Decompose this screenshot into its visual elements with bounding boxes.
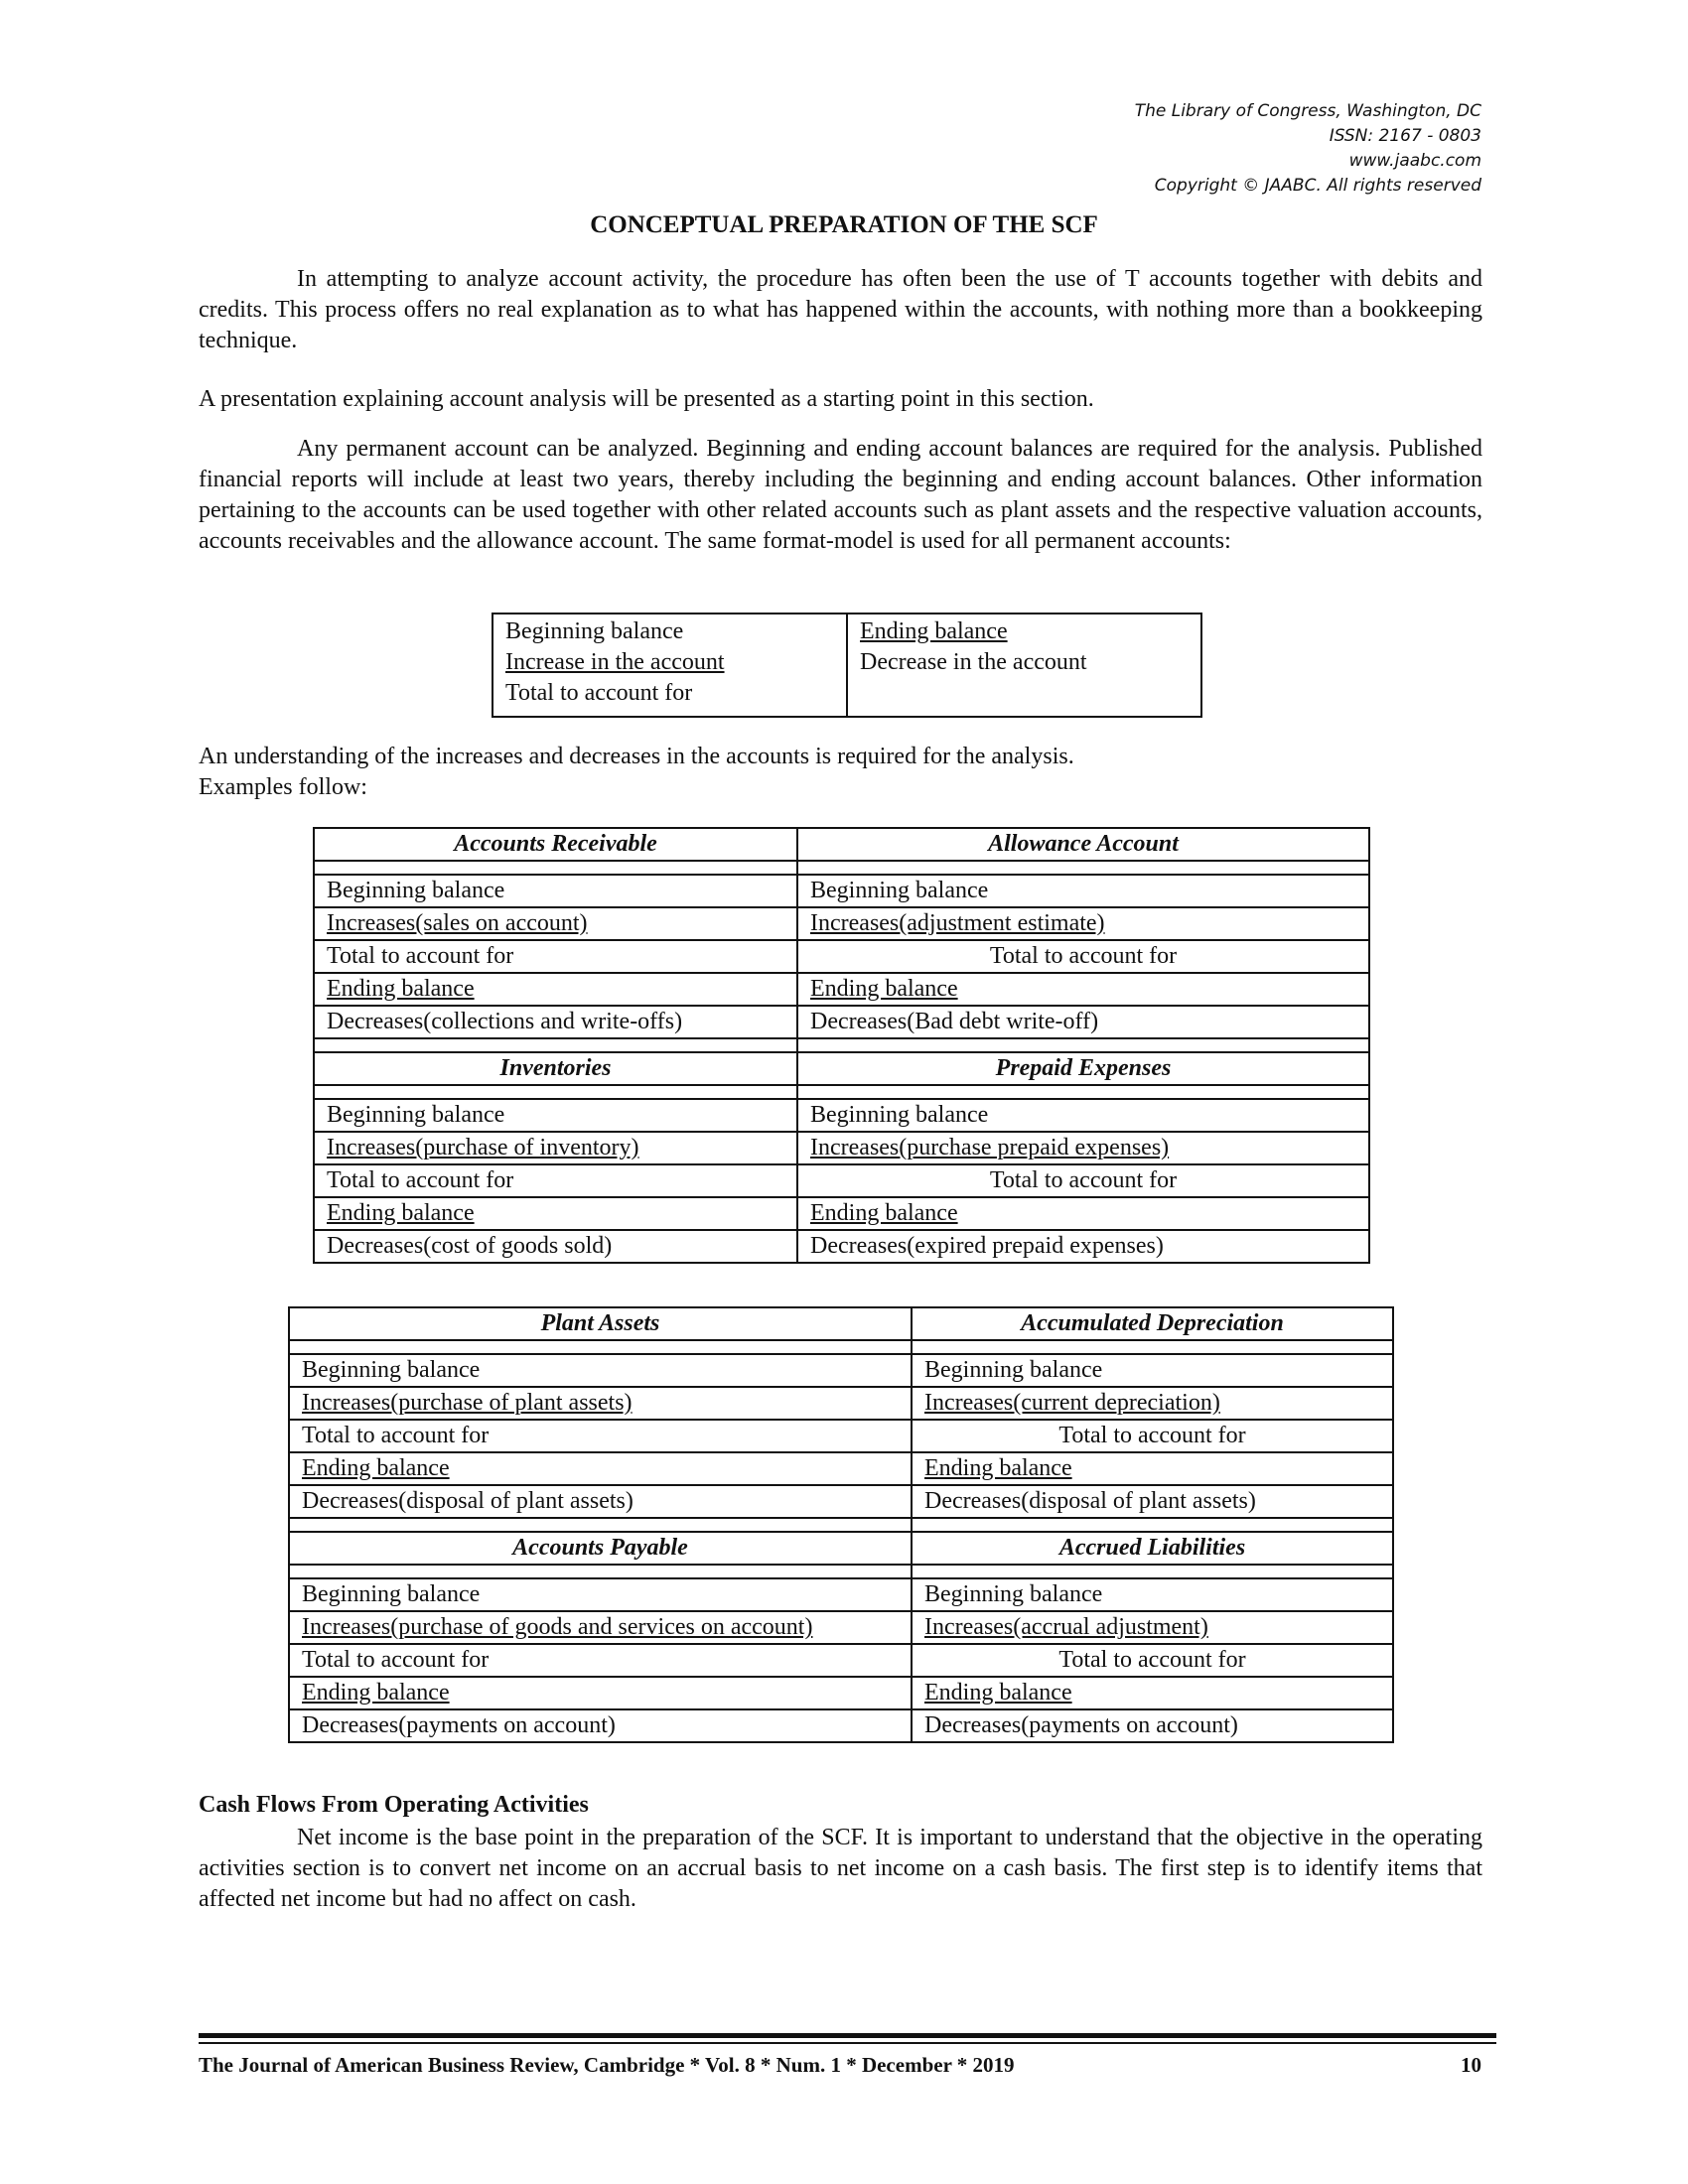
table-cell: Beginning balance — [797, 1099, 1369, 1132]
table-cell: Increases(purchase prepaid expenses) — [797, 1132, 1369, 1164]
account-table-1 — [313, 827, 1370, 1264]
table-cell: Beginning balance — [314, 875, 797, 907]
table-header-row — [289, 1307, 1393, 1340]
table-cell: Decreases(collections and write-offs) — [314, 1006, 797, 1038]
header-line-issn: ISSN: 2167 - 0803 — [1329, 126, 1481, 146]
table-cell: Total to account for — [314, 940, 797, 973]
table-cell: Ending balance — [314, 1197, 797, 1230]
table-cell: Increases(purchase of goods and services on account) — [289, 1611, 912, 1644]
table-cell: Ending balance — [314, 973, 797, 1006]
table-cell: Total to account for — [797, 1164, 1369, 1197]
table-row — [289, 1485, 1393, 1518]
table-cell: Ending balance — [797, 1197, 1369, 1230]
table-cell: Beginning balance — [797, 875, 1369, 907]
table-heading-accounts-receivable: Accounts Receivable — [314, 828, 797, 861]
table-heading-accrued-liabilities: Accrued Liabilities — [912, 1532, 1393, 1565]
format-model-box — [492, 613, 1202, 718]
table-cell: Increases(accrual adjustment) — [912, 1611, 1393, 1644]
table-heading-plant-assets: Plant Assets — [289, 1307, 912, 1340]
table-cell: Beginning balance — [912, 1578, 1393, 1611]
table-cell: Decreases(cost of goods sold) — [314, 1230, 797, 1263]
table-cell: Total to account for — [314, 1164, 797, 1197]
table-cell: Increases(purchase of plant assets) — [289, 1387, 912, 1420]
table-row — [289, 1354, 1393, 1387]
table-cell: Decreases(disposal of plant assets) — [912, 1485, 1393, 1518]
model-total: Total to account for — [505, 680, 693, 706]
table-heading-allowance-account: Allowance Account — [797, 828, 1369, 861]
table-heading-accounts-payable: Accounts Payable — [289, 1532, 912, 1565]
table-cell: Decreases(Bad debt write-off) — [797, 1006, 1369, 1038]
header-line-website: www.jaabc.com — [1348, 151, 1481, 171]
table-cell: Beginning balance — [289, 1578, 912, 1611]
table-row — [289, 1611, 1393, 1644]
table-cell: Decreases(disposal of plant assets) — [289, 1485, 912, 1518]
table-cell: Ending balance — [289, 1677, 912, 1709]
table-row — [314, 1164, 1369, 1197]
paragraph-permanent-accounts: Any permanent account can be analyzed. Beginning and ending account balances are required for the analysis. Published financial reports will include at least two years, thereby including the beginning and ending account balances. Other information pertaining to the accounts can be used together with other related accounts such as plant assets and the respective valuation accounts, accounts receivables and the allowance account. The same format-model is used for all permanent accounts: — [199, 436, 1482, 554]
model-increase: Increase in the account — [505, 649, 725, 675]
table-row — [289, 1452, 1393, 1485]
table-cell: Total to account for — [289, 1420, 912, 1452]
table-row — [314, 907, 1369, 940]
table-heading-prepaid-expenses: Prepaid Expenses — [797, 1052, 1369, 1085]
table-cell: Beginning balance — [912, 1354, 1393, 1387]
table-cell: Ending balance — [912, 1677, 1393, 1709]
paragraph-examples: Examples follow: — [199, 774, 367, 800]
table-row — [289, 1387, 1393, 1420]
table-row — [314, 875, 1369, 907]
table-cell: Increases(adjustment estimate) — [797, 907, 1369, 940]
model-decrease: Decrease in the account — [860, 649, 1087, 675]
table-row — [289, 1644, 1393, 1677]
model-ending-balance: Ending balance — [860, 618, 1008, 644]
table-row — [314, 973, 1369, 1006]
paragraph-presentation: A presentation explaining account analysis will be presented as a starting point in this section. — [199, 386, 1094, 412]
table-cell: Total to account for — [797, 940, 1369, 973]
table-heading-inventories: Inventories — [314, 1052, 797, 1085]
table-row — [314, 1006, 1369, 1038]
table-row — [314, 1197, 1369, 1230]
table-cell: Ending balance — [289, 1452, 912, 1485]
table-header-row — [314, 1052, 1369, 1085]
section-title: CONCEPTUAL PREPARATION OF THE SCF — [590, 211, 1098, 238]
footer-rule-thick — [199, 2033, 1496, 2038]
paragraph-understanding: An understanding of the increases and decreases in the accounts is required for the analysis. — [199, 744, 1074, 769]
account-table-2 — [288, 1306, 1394, 1743]
table-cell: Decreases(expired prepaid expenses) — [797, 1230, 1369, 1263]
format-model-right — [848, 614, 1200, 716]
subsection-heading: Cash Flows From Operating Activities — [199, 1792, 589, 1818]
table-cell: Increases(current depreciation) — [912, 1387, 1393, 1420]
table-cell: Total to account for — [289, 1644, 912, 1677]
table-row — [289, 1709, 1393, 1742]
table-row — [314, 1099, 1369, 1132]
journal-header — [1135, 99, 1481, 199]
model-beginning-balance: Beginning balance — [505, 618, 684, 644]
table-cell: Decreases(payments on account) — [912, 1709, 1393, 1742]
format-model-left — [493, 614, 848, 716]
table-cell: Total to account for — [912, 1644, 1393, 1677]
table-row — [314, 1230, 1369, 1263]
paragraph-intro: In attempting to analyze account activity, the procedure has often been the use of T accounts together with debits and credits. This process offers no real explanation as to what has happened within the accounts, with nothing more than a bookkeeping technique. — [199, 266, 1482, 353]
page-number: 10 — [1461, 2053, 1481, 2077]
table-row — [289, 1578, 1393, 1611]
table-cell: Beginning balance — [289, 1354, 912, 1387]
table-header-row — [314, 828, 1369, 861]
table-cell: Total to account for — [912, 1420, 1393, 1452]
table-row — [314, 1132, 1369, 1164]
paragraph-net-income: Net income is the base point in the preparation of the SCF. It is important to understand that the objective in the operating activities section is to convert net income on an accrual basis to net income on a cash basis. The first step is to identify items that affected net income but had no affect on cash. — [199, 1825, 1482, 1912]
table-row — [289, 1677, 1393, 1709]
table-header-row — [289, 1532, 1393, 1565]
table-cell: Ending balance — [797, 973, 1369, 1006]
footer-rule-thin — [199, 2042, 1496, 2044]
table-row — [289, 1420, 1393, 1452]
table-cell: Beginning balance — [314, 1099, 797, 1132]
footer-journal-citation: The Journal of American Business Review, Cambridge * Vol. 8 * Num. 1 * December * 2019 — [199, 2053, 1015, 2077]
header-line-library: The Library of Congress, Washington, DC — [1134, 101, 1481, 121]
table-row — [314, 940, 1369, 973]
table-cell: Ending balance — [912, 1452, 1393, 1485]
table-cell: Increases(sales on account) — [314, 907, 797, 940]
table-cell: Decreases(payments on account) — [289, 1709, 912, 1742]
table-cell: Increases(purchase of inventory) — [314, 1132, 797, 1164]
table-heading-accumulated-depreciation: Accumulated Depreciation — [912, 1307, 1393, 1340]
header-line-copyright: Copyright © JAABC. All rights reserved — [1154, 176, 1481, 196]
